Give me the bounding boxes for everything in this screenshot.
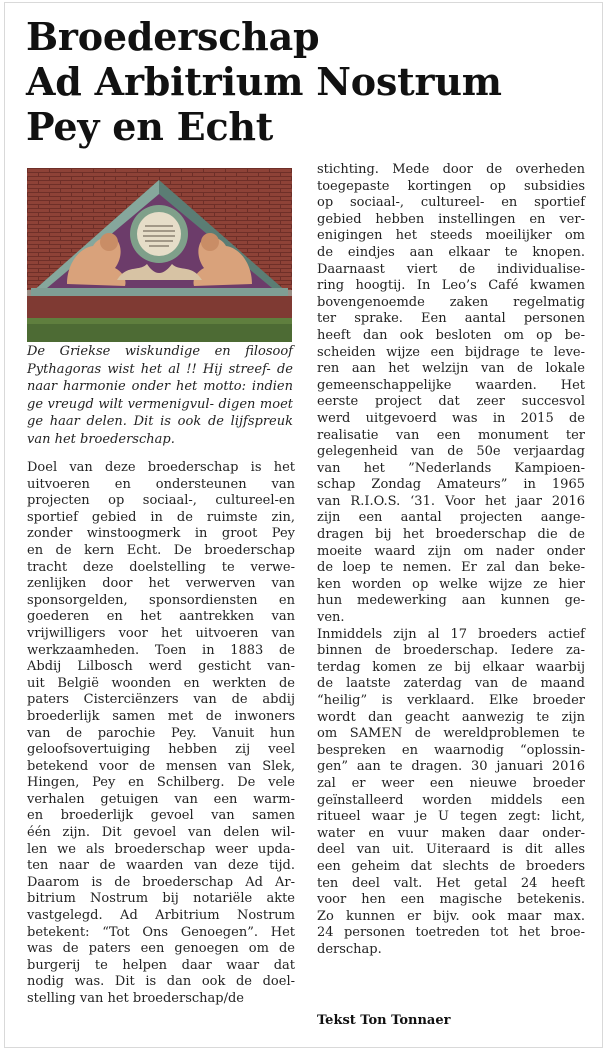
caption-line: de lijfspreuk van het broederschap.: [27, 414, 293, 447]
body-text-line: terdag komen ze bij elkaar waarbij: [317, 659, 585, 675]
body-text-line: enigingen het steeds moeilijker om: [317, 228, 585, 244]
body-text-line: betekend voor de mensen van Slek,: [27, 758, 295, 774]
gable-stone-illustration: [27, 168, 292, 342]
body-text-line: ren aan het welzijn van de lokale: [317, 361, 585, 377]
article-body-right-column: [317, 162, 585, 959]
body-text-line: burgerij te helpen daar waar dat: [27, 957, 295, 973]
body-text-line: gemeenschappelijke waarden. Het: [317, 377, 585, 393]
body-text-line: gen” aan te dragen. 30 januari 2016: [317, 759, 585, 775]
caption-line: indien ge vreugd wilt vermenigvul-: [27, 379, 293, 412]
article-photo: [27, 168, 292, 342]
body-text-line: uit België woonden en werkten de: [27, 675, 295, 691]
body-text-line: goederen en het aantrekken van: [27, 609, 295, 625]
body-text-line: de loep te nemen. Er zal dan beke-: [317, 560, 585, 576]
body-text-line: was de paters een genoegen om de: [27, 941, 295, 957]
body-text-line: werd uitgevoerd was in 2015 de: [317, 410, 585, 426]
body-text-line: ven.: [317, 610, 345, 626]
body-text-line: om SAMEN de wereldproblemen te: [317, 726, 585, 742]
body-text-line: hun medewerking aan kunnen ge-: [317, 593, 585, 609]
body-text-line: moeite waard zijn om nader onder: [317, 543, 585, 559]
article-title: [26, 14, 596, 149]
body-text-line: en de kern Echt. De broederschap: [27, 542, 295, 558]
title-line: Ad Arbitrium Nostrum: [26, 59, 502, 104]
body-text-line: Daarom is de broederschap Ad Ar-: [27, 874, 295, 890]
body-text-line: stelling van het broederschap/de: [27, 991, 244, 1006]
body-text-line: sponsorgelden, sponsordiensten en: [27, 592, 295, 608]
body-text-line: van de parochie Pey. Vanuit hun: [27, 725, 295, 741]
body-text-line: len we als broederschap weer upda-: [27, 841, 295, 857]
title-line: Broederschap: [26, 14, 320, 59]
body-text-line: deel van uit. Uiteraard is dit alles: [317, 842, 585, 858]
body-text-line: realisatie van een monument ter: [317, 427, 585, 443]
body-text-line: 24 personen toetreden tot het broe-: [317, 925, 585, 941]
photo-caption: [27, 343, 293, 449]
body-text-line: een geheim dat slechts de broeders: [317, 858, 585, 874]
body-text-line: gelegenheid van de 50e verjaardag: [317, 444, 585, 460]
body-text-line: projecten op sociaal-, cultureel-en: [27, 493, 295, 509]
body-text-line: op sociaal-, cultureel- en sportief: [317, 195, 585, 211]
body-text-line: ring hoogtij. In Leo’s Café kwamen: [317, 278, 585, 294]
body-text-line: gebied hebben instellingen en ver-: [317, 211, 585, 227]
body-text-line: ritueel waar je U tegen zegt: licht,: [317, 809, 585, 825]
body-text-line: eerste project dat zeer succesvol: [317, 394, 585, 410]
article-body-left-column: [27, 460, 295, 1008]
body-text-line: zonder winstoogmerk in groot Pey: [27, 526, 295, 542]
body-text-line: voor hen een magische betekenis.: [317, 892, 585, 908]
body-text-line: sportief gebied in de ruimste zin,: [27, 509, 295, 525]
body-text-line: heeft dan ook besloten om op be-: [317, 327, 585, 343]
body-text-line: toegepaste kortingen op subsidies: [317, 178, 585, 194]
body-text-line: stichting. Mede door de overheden: [317, 162, 585, 177]
body-text-line: de eindjes aan elkaar te knopen.: [317, 244, 585, 260]
author-credit: Tekst Ton Tonnaer: [317, 1013, 451, 1028]
body-text-line: tracht deze doelstelling te verwe-: [27, 559, 295, 575]
body-text-line: Inmiddels zijn al 17 broeders actief: [317, 626, 585, 642]
body-text-line: nodig was. Dit is dan ook de doel-: [27, 974, 295, 990]
body-text-line: vastgelegd. Ad Arbitrium Nostrum: [27, 908, 295, 924]
body-text-line: betekent: “Tot Ons Genoegen”. Het: [27, 924, 295, 940]
caption-line: Pythagoras wist het al !! Hij streef-: [27, 361, 271, 377]
medallion-text: INDIEN GE VREUGD WILT VERMENIGVULDIGEN MOET GE HAAR DELEN: [159, 242, 198, 243]
caption-line: De Griekse wiskundige en filosoof: [27, 344, 293, 359]
body-text-line: Abdij Lilbosch werd gesticht van-: [27, 659, 295, 675]
body-text-line: broederlijk samen met de inwoners: [27, 708, 295, 724]
body-text-line: derschap.: [317, 941, 382, 957]
body-text-line: één zijn. Dit gevoel van delen wil-: [27, 825, 295, 841]
body-text-line: geloofsovertuiging hebben zij veel: [27, 742, 295, 758]
body-text-line: vrijwilligers voor het uitvoeren van: [27, 625, 295, 641]
body-text-line: ten deel valt. Het getal 24 heeft: [317, 875, 585, 891]
caption-line: de naar harmonie onder het motto:: [27, 361, 293, 395]
body-text-line: verhalen getuigen van een warm-: [27, 791, 295, 807]
body-text-line: van het ”Nederlands Kampioen-: [317, 460, 585, 476]
body-text-line: ter sprake. Een aantal personen: [317, 311, 585, 327]
body-text-line: geïnstalleerd worden middels een: [317, 792, 585, 808]
body-text-line: zal er weer een nieuwe broeder: [317, 775, 585, 791]
body-text-line: wordt dan geacht aanwezig te zijn: [317, 709, 585, 725]
body-text-line: werkzaamheden. Toen in 1883 de: [27, 642, 295, 658]
body-text-line: Doel van deze broederschap is het: [27, 460, 295, 475]
body-text-line: zenlijken door het verwerven van: [27, 576, 295, 592]
body-text-line: scheiden wijze een bijdrage te leve-: [317, 344, 585, 360]
body-text-line: Hingen, Pey en Schilberg. De vele: [27, 775, 295, 791]
body-text-line: ten naar de waarden van deze tijd.: [27, 858, 295, 874]
body-text-line: bespreken en waarnodig “oplossin-: [317, 742, 585, 758]
body-text-line: dragen bij het broederschap die de: [317, 527, 585, 543]
title-line: Pey en Echt: [26, 104, 274, 149]
caption-line: digen moet ge haar delen. Dit is ook: [27, 396, 293, 430]
body-text-line: Daarnaast viert de individualise-: [317, 261, 585, 277]
body-text-line: de laatste zaterdag van de maand: [317, 676, 585, 692]
body-text-line: paters Cisterciënzers van de abdij: [27, 692, 295, 708]
body-text-line: water en vuur maken daar onder-: [317, 825, 585, 841]
body-text-line: bitrium Nostrum bij notariële akte: [27, 891, 295, 907]
body-text-line: zijn een aantal projecten aange-: [317, 510, 585, 526]
body-text-line: uitvoeren en ondersteunen van: [27, 476, 295, 492]
body-text-line: van R.I.O.S. ‘31. Voor het jaar 2016: [317, 493, 585, 509]
body-text-line: schap Zondag Amateurs” in 1965: [317, 477, 585, 493]
body-text-line: Zo kunnen er bijv. ook maar max.: [317, 908, 585, 924]
body-text-line: ken worden op welke wijze ze hier: [317, 576, 585, 592]
body-text-line: “heilig” is verklaard. Elke broeder: [317, 693, 585, 708]
body-text-line: bovengenoemde zaken regelmatig: [317, 294, 585, 310]
body-text-line: en broederlijk gevoel van samen: [27, 808, 295, 824]
body-text-line: binnen de broederschap. Iedere za-: [317, 643, 585, 659]
